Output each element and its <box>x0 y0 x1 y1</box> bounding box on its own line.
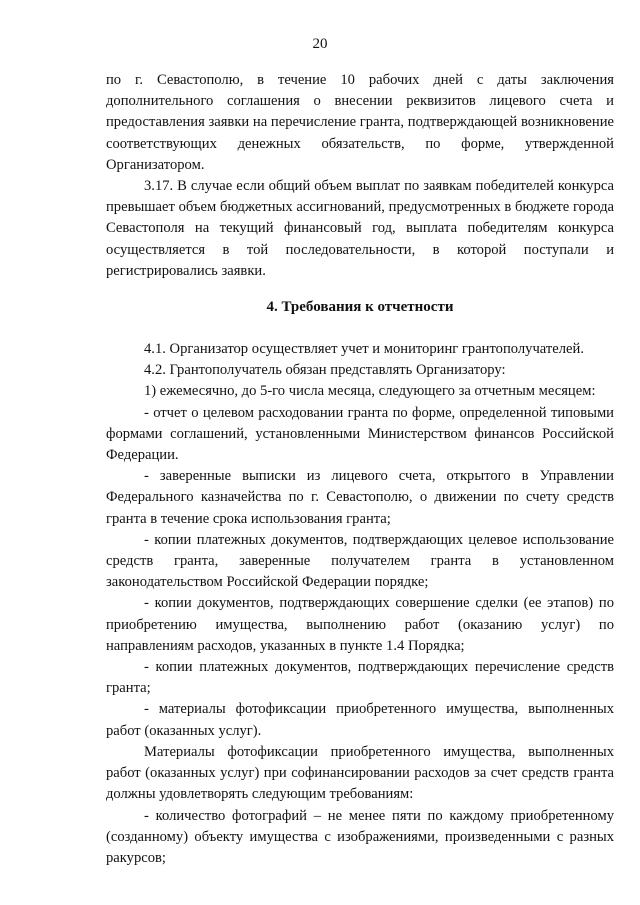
paragraph-photo-requirements: Материалы фотофиксации приобретенного имущества, выполненных работ (оказанных услуг) при софинансировании расходов за счет средств гранта должны удовлетворять следующим требованиям: <box>106 743 614 803</box>
paragraph-continuation: по г. Севастополю, в течение 10 рабочих дней с даты заключения дополнительного соглашения о внесении реквизитов лицевого счета и предоставления заявки на перечисление гранта, подтверждающей возникновение соответствующих денежных обязательств, по форме, утвержденной Организатором. <box>106 72 614 173</box>
list-item-deal-documents: - копии документов, подтверждающих совершение сделки (ее этапов) по приобретению имущества, выполнению работ (оказанию услуг) по направлениям расходов, указанных в пункте 1.4 Порядка; <box>106 595 614 654</box>
list-item-report: - отчет о целевом расходовании гранта по форме, определенной типовыми формами соглашений, установленными Министерством финансов Российской Федерации. <box>106 404 614 464</box>
section-heading: 4. Требования к отчетности <box>266 299 454 316</box>
paragraph-4-2: 4.2. Грантополучатель обязан представлять Организатору: <box>144 362 506 379</box>
list-item-statements: - заверенные выписки из лицевого счета, открытого в Управлении Федерального казначейства по г. Севастополю, о движении по счету средств гранта в течение срока использования гранта; <box>106 468 614 527</box>
list-item-transfer-documents: - копии платежных документов, подтверждающих перечисление средств гранта; <box>106 659 614 697</box>
list-item-photo-count: - количество фотографий – не менее пяти по каждому приобретенному (созданному) объекту имущества с изображениями, произведенными с разных ракурсов; <box>106 807 614 866</box>
list-item-photo-materials: - материалы фотофиксации приобретенного имущества, выполненных работ (оказанных услуг). <box>106 701 614 739</box>
paragraph-4-1: 4.1. Организатор осуществляет учет и мониторинг грантополучателей. <box>144 341 584 358</box>
page-number: 20 <box>312 36 328 52</box>
paragraph-3-17: 3.17. В случае если общий объем выплат по заявкам победителей конкурса превышает объем бюджетных ассигнований, предусмотренных в бюджете города Севастополя на текущий финансовый год, выплата победителям конкурса осуществляется в той последовательности, в которой поступали и регистрировались заявки. <box>106 178 614 279</box>
list-item-payment-copies: - копии платежных документов, подтверждающих целевое использование средств гранта, заверенные получателем гранта в установленном законодательством Российской Федерации порядке; <box>106 531 614 591</box>
document-body <box>106 70 614 869</box>
paragraph-monthly: 1) ежемесячно, до 5-го числа месяца, следующего за отчетным месяцем: <box>144 383 596 400</box>
